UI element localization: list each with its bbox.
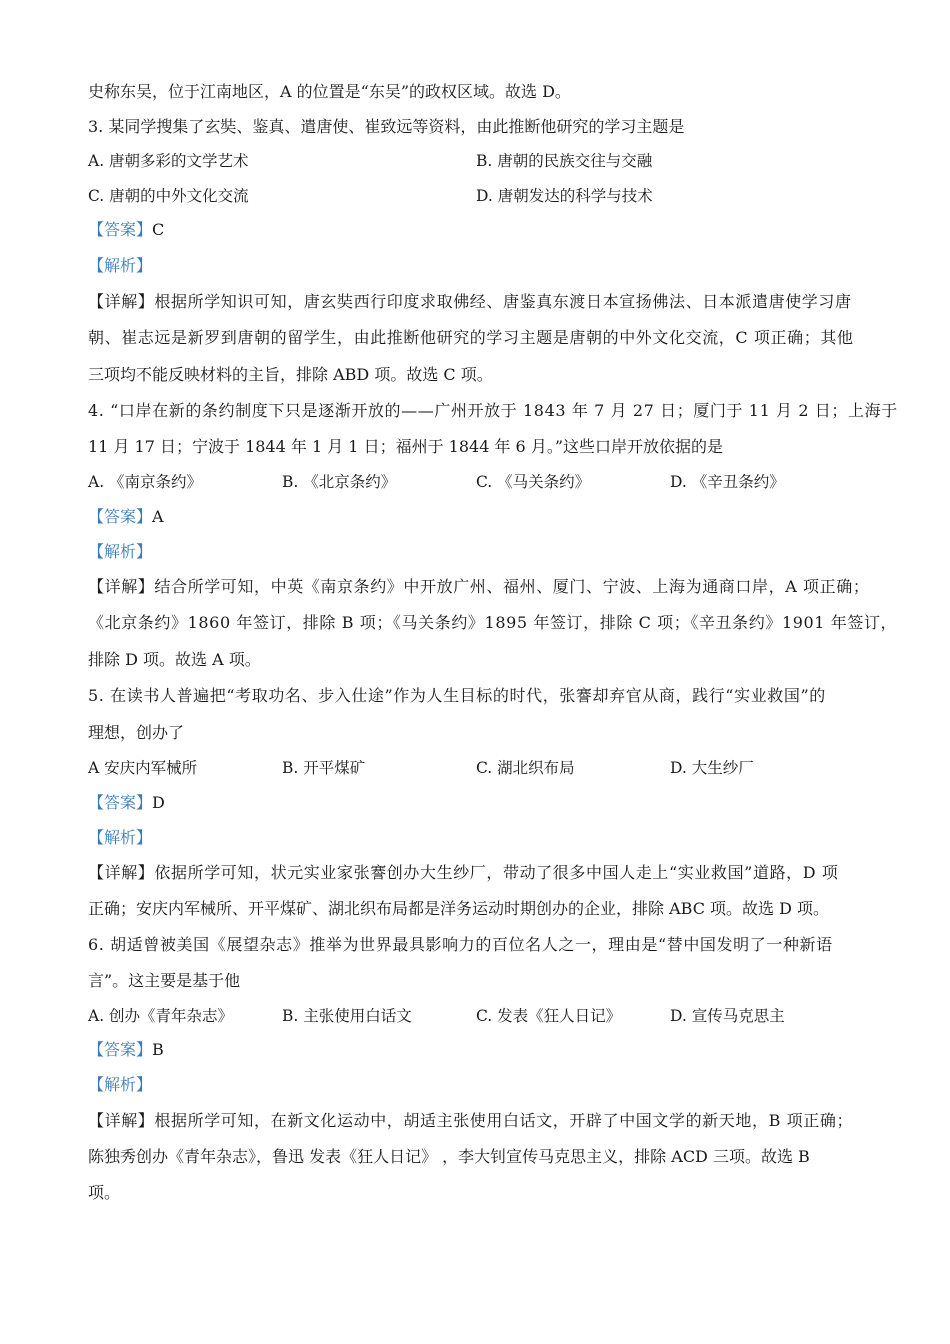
q3-option-b: B. 唐朝的民族交往与交融 [476,152,653,170]
q4-stem-line-1: 4. “口岸在新的条约制度下只是逐渐开放的——广州开放于 1843 年 7 月 27 日；厦门于 11 月 2 日；上海于 [88,401,898,420]
q6-detail-line-3: 项。 [88,1183,121,1202]
q5-option-d: D. 大生纱厂 [670,759,754,777]
q5-answer [88,792,165,814]
q3-option-a: A. 唐朝多彩的文学艺术 [88,152,249,170]
answer-tag: 【答案】 [88,507,153,526]
q5-stem-line-2: 理想，创办了 [88,723,185,742]
q3-option-c: C. 唐朝的中外文化交流 [88,187,249,205]
detail-tag: 【详解】 [88,577,155,596]
q4-answer-value: A [152,507,164,526]
q4-detail-line-2: 《北京条约》1860 年签订，排除 B 项；《马关条约》1895 年签订，排除 C 项；《辛丑条约》1901 年签订， [88,613,898,632]
q3-detail-line-1: 【详解】根据所学知识可知，唐玄奘西行印度求取佛经、唐鉴真东渡日本宣扬佛法、日本派遣唐使学习唐 [88,292,852,311]
q5-option-c: C. 湖北织布局 [476,759,575,777]
q3-stem-line-1: 3. 某同学搜集了玄奘、鉴真、遣唐使、崔致远等资料，由此推断他研究的学习主题是 [88,117,685,136]
q6-answer [88,1039,164,1061]
q5-option-b: B. 开平煤矿 [282,759,366,777]
q6-option-d: D. 宣传马克思主 [670,1007,785,1025]
q4-analysis-tag: 【解析】 [88,542,153,561]
q6-detail-line-1: 【详解】根据所学可知，在新文化运动中，胡适主张使用白话文，开辟了中国文学的新天地，B 项正确； [88,1111,854,1130]
q6-stem-line-2: 言”。这主要是基于他 [88,971,241,990]
detail-tag: 【详解】 [88,1111,155,1130]
q4-option-a: A. 《南京条约》 [88,473,203,491]
q6-stem-line-1: 6. 胡适曾被美国《展望杂志》推举为世界最具影响力的百位名人之一，理由是“替中国发明了一种新语 [88,935,833,954]
q3-detail-line-3: 三项均不能反映材料的主旨，排除 ABD 项。故选 C 项。 [88,365,493,384]
q5-stem-line-1: 5. 在读书人普遍把“考取功名、步入仕途”作为人生目标的时代，张謇却弃官从商，践行“实业救国”的 [88,686,826,705]
answer-tag: 【答案】 [88,1040,153,1059]
q5-analysis-tag: 【解析】 [88,828,153,847]
q4-stem-line-2: 11 月 17 日；宁波于 1844 年 1 月 1 日；福州于 1844 年 6 月。”这些口岸开放依据的是 [88,437,723,456]
q5-answer-value: D [152,793,165,812]
q3-answer-value: C [152,220,165,239]
q5-option-a: A 安庆内军械所 [88,759,198,777]
q4-detail-line-3: 排除 D 项。故选 A 项。 [88,650,261,669]
q6-answer-value: B [152,1040,164,1059]
detail-tag: 【详解】 [88,292,155,311]
q6-detail-line-2: 陈独秀创办《青年杂志》，鲁迅 发表《狂人日记》 ，李大钊宣传马克思主义，排除 ACD 三项。故选 B [88,1147,810,1166]
q3-answer [88,219,164,241]
q4-answer [88,506,164,528]
q5-detail-line-2: 正确；安庆内军械所、开平煤矿、湖北织布局都是洋务运动时期创办的企业，排除 ABC 项。故选 D 项。 [88,899,830,918]
answer-tag: 【答案】 [88,793,153,812]
q3-option-d: D. 唐朝发达的科学与技术 [476,187,653,205]
q4-option-c: C. 《马关条约》 [476,473,591,491]
q6-option-b: B. 主张使用白话文 [282,1007,412,1025]
q6-option-a: A. 创办《青年杂志》 [88,1007,234,1025]
q3-analysis-tag: 【解析】 [88,256,153,275]
q6-analysis-tag: 【解析】 [88,1075,153,1094]
q4-detail-line-1: 【详解】结合所学可知，中英《南京条约》中开放广州、福州、厦门、宁波、上海为通商口岸，A 项正确； [88,577,870,596]
answer-tag: 【答案】 [88,220,153,239]
q5-detail-line-1: 【详解】依据所学可知，状元实业家张謇创办大生纱厂，带动了很多中国人走上“实业救国”道路，D 项 [88,863,839,882]
detail-tag: 【详解】 [88,863,155,882]
q4-option-b: B. 《北京条约》 [282,473,397,491]
q4-option-d: D. 《辛丑条约》 [670,473,785,491]
q6-option-c: C. 发表《狂人日记》 [476,1007,622,1025]
q3-detail-line-2: 朝、崔志远是新罗到唐朝的留学生，由此推断他研究的学习主题是唐朝的中外文化交流，C 项正确；其他 [88,328,854,347]
intro-line: 史称东吴，位于江南地区，A 的位置是“东吴”的政权区域。故选 D。 [88,82,571,101]
